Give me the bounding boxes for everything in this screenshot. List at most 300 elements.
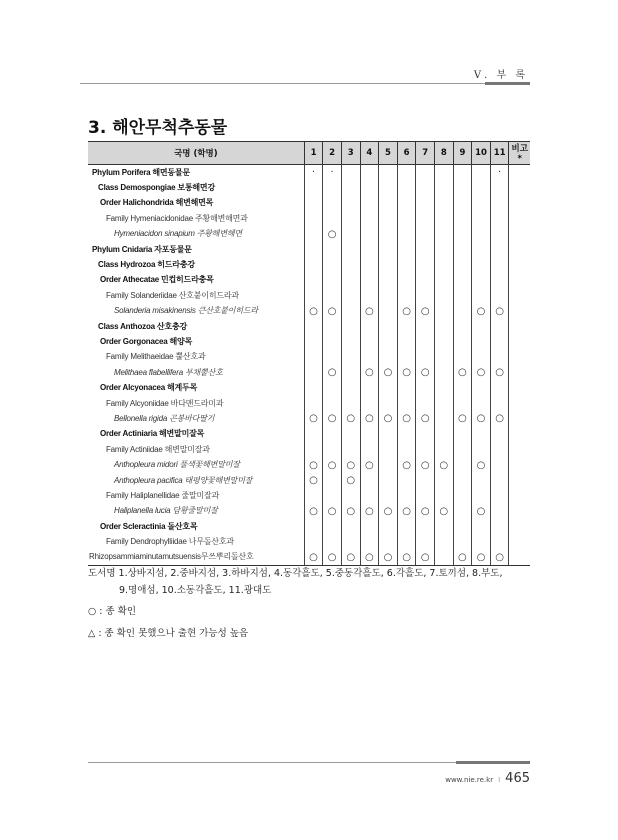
remarks-cell: [509, 380, 530, 395]
presence-mark: [304, 180, 323, 195]
presence-mark: [434, 242, 453, 257]
presence-mark: [472, 288, 491, 303]
presence-mark: [397, 427, 416, 442]
remarks-cell: [509, 411, 530, 426]
presence-mark: [472, 473, 491, 488]
presence-mark: [379, 273, 398, 288]
remarks-cell: [509, 350, 530, 365]
presence-mark: [304, 396, 323, 411]
presence-mark: [379, 227, 398, 242]
presence-mark: [434, 334, 453, 349]
remarks-cell: [509, 442, 530, 457]
presence-mark: ○: [341, 457, 360, 472]
presence-mark: [379, 288, 398, 303]
presence-mark: [416, 350, 435, 365]
presence-mark: [397, 319, 416, 334]
remarks-cell: [509, 457, 530, 472]
presence-mark: [397, 350, 416, 365]
presence-mark: ○: [472, 304, 491, 319]
taxon-name: Solanderia misakinensis 큰산호붙이히드라: [88, 304, 304, 319]
presence-mark: [341, 273, 360, 288]
presence-mark: [341, 180, 360, 195]
presence-mark: [416, 257, 435, 272]
page-title: 3. 해안무척추동물: [88, 118, 228, 138]
presence-mark: [341, 319, 360, 334]
presence-mark: [304, 211, 323, 226]
taxon-name: Family Alcyoniidae 바다맨드라미과: [88, 396, 304, 411]
presence-mark: [360, 180, 379, 195]
presence-mark: [360, 334, 379, 349]
presence-mark: [472, 396, 491, 411]
presence-mark: [434, 365, 453, 380]
presence-mark: [472, 242, 491, 257]
presence-mark: [397, 442, 416, 457]
presence-mark: ○: [379, 365, 398, 380]
presence-mark: [341, 350, 360, 365]
presence-mark: ○: [360, 304, 379, 319]
presence-mark: [416, 319, 435, 334]
presence-mark: [453, 488, 472, 503]
presence-mark: [379, 304, 398, 319]
presence-mark: ○: [304, 304, 323, 319]
presence-mark: [472, 519, 491, 534]
presence-mark: [453, 519, 472, 534]
presence-mark: [323, 288, 342, 303]
presence-mark: ○: [323, 504, 342, 519]
presence-mark: [379, 319, 398, 334]
presence-mark: [453, 242, 472, 257]
table-row: [88, 165, 530, 181]
remarks-cell: [509, 273, 530, 288]
table-row: [88, 350, 530, 365]
presence-mark: ○: [434, 457, 453, 472]
presence-mark: [490, 257, 509, 272]
presence-mark: [397, 488, 416, 503]
presence-mark: [323, 534, 342, 549]
presence-mark: [453, 473, 472, 488]
presence-mark: [379, 350, 398, 365]
presence-mark: [472, 196, 491, 211]
presence-mark: [490, 427, 509, 442]
presence-mark: [490, 504, 509, 519]
table-row: [88, 380, 530, 395]
taxon-name: Family Hymeniacidonidae 주황해변해면과: [88, 211, 304, 226]
presence-mark: [472, 211, 491, 226]
presence-mark: [434, 427, 453, 442]
presence-mark: ○: [379, 504, 398, 519]
presence-mark: [379, 534, 398, 549]
presence-mark: [397, 380, 416, 395]
presence-mark: [434, 473, 453, 488]
presence-mark: [472, 442, 491, 457]
presence-mark: [434, 488, 453, 503]
presence-mark: [341, 242, 360, 257]
presence-mark: ○: [304, 473, 323, 488]
presence-mark: [341, 427, 360, 442]
presence-mark: [323, 396, 342, 411]
presence-mark: [379, 165, 398, 181]
presence-mark: [472, 319, 491, 334]
presence-mark: ○: [341, 411, 360, 426]
remarks-cell: [509, 211, 530, 226]
presence-mark: [379, 427, 398, 442]
presence-mark: ○: [490, 550, 509, 566]
presence-mark: ○: [397, 304, 416, 319]
remarks-cell: [509, 504, 530, 519]
remarks-cell: [509, 334, 530, 349]
presence-mark: [490, 473, 509, 488]
presence-mark: [341, 196, 360, 211]
presence-mark: [397, 534, 416, 549]
presence-mark: [360, 165, 379, 181]
presence-mark: [434, 196, 453, 211]
taxon-name: Order Scleractinia 돌산호목: [88, 519, 304, 534]
presence-mark: [379, 242, 398, 257]
presence-mark: [379, 334, 398, 349]
presence-mark: [472, 534, 491, 549]
presence-mark: [453, 211, 472, 226]
remarks-cell: [509, 365, 530, 380]
presence-mark: [360, 242, 379, 257]
presence-mark: [341, 534, 360, 549]
presence-mark: [490, 319, 509, 334]
presence-mark: [323, 519, 342, 534]
species-table: [88, 141, 530, 566]
remarks-cell: [509, 427, 530, 442]
presence-mark: [434, 350, 453, 365]
header-rule-accent: [485, 82, 530, 85]
taxon-name: Phylum Porifera 해면동물문: [88, 165, 304, 181]
table-row: [88, 411, 530, 426]
presence-mark: [341, 442, 360, 457]
taxon-name: Order Athecatae 민컵히드라충목: [88, 273, 304, 288]
presence-mark: [397, 473, 416, 488]
presence-mark: ·: [490, 165, 509, 181]
presence-mark: [341, 304, 360, 319]
taxon-name: Family Solanderiidae 산호붙이히드라과: [88, 288, 304, 303]
presence-mark: [416, 165, 435, 181]
presence-mark: [360, 427, 379, 442]
presence-mark: [323, 273, 342, 288]
presence-mark: [434, 519, 453, 534]
presence-mark: [304, 227, 323, 242]
presence-mark: [453, 227, 472, 242]
presence-mark: [490, 288, 509, 303]
presence-mark: ○: [397, 365, 416, 380]
presence-mark: ○: [304, 504, 323, 519]
presence-mark: ○: [360, 550, 379, 566]
presence-mark: [416, 442, 435, 457]
presence-mark: [397, 211, 416, 226]
table-row: [88, 180, 530, 195]
presence-mark: [397, 242, 416, 257]
presence-mark: ○: [434, 504, 453, 519]
presence-mark: [397, 196, 416, 211]
table-row: [88, 304, 530, 319]
presence-mark: [323, 242, 342, 257]
taxon-name: Family Melithaeidae 뿔산호과: [88, 350, 304, 365]
presence-mark: [341, 488, 360, 503]
presence-mark: ○: [416, 411, 435, 426]
table-row: [88, 550, 530, 566]
table-row: [88, 334, 530, 349]
presence-mark: ○: [341, 473, 360, 488]
presence-mark: [360, 442, 379, 457]
presence-mark: [416, 180, 435, 195]
column-header-site: 11: [490, 142, 509, 165]
footer-url: www.nie.re.kr: [445, 776, 494, 784]
presence-mark: [360, 257, 379, 272]
remarks-cell: [509, 180, 530, 195]
remarks-cell: [509, 550, 530, 566]
presence-mark: [379, 442, 398, 457]
page-number: 465: [505, 771, 530, 786]
column-header-site: 10: [472, 142, 491, 165]
presence-mark: [323, 334, 342, 349]
island-legend-line-2: 9.명애섬, 10.소동각흘도, 11.광대도: [119, 585, 272, 596]
table-row: [88, 227, 530, 242]
presence-mark: [304, 334, 323, 349]
presence-mark: ○: [472, 550, 491, 566]
circle-legend: ○ : 종 확인: [88, 606, 137, 617]
taxon-name: Class Anthozoa 산호충강: [88, 319, 304, 334]
presence-mark: ○: [453, 411, 472, 426]
presence-mark: [416, 227, 435, 242]
remarks-cell: [509, 319, 530, 334]
taxon-name: Haliplanella lucia 담황줄말미잘: [88, 504, 304, 519]
presence-mark: ○: [323, 365, 342, 380]
presence-mark: [434, 257, 453, 272]
presence-mark: [434, 380, 453, 395]
remarks-cell: [509, 196, 530, 211]
presence-mark: ○: [304, 411, 323, 426]
table-row: [88, 365, 530, 380]
presence-mark: [323, 488, 342, 503]
presence-mark: [323, 211, 342, 226]
table-row: [88, 488, 530, 503]
presence-mark: ○: [397, 411, 416, 426]
presence-mark: ○: [472, 365, 491, 380]
presence-mark: [434, 180, 453, 195]
table-row: [88, 288, 530, 303]
presence-mark: [434, 211, 453, 226]
column-header-site: 3: [341, 142, 360, 165]
presence-mark: [304, 442, 323, 457]
presence-mark: [472, 350, 491, 365]
presence-mark: [379, 380, 398, 395]
presence-mark: [453, 442, 472, 457]
presence-mark: [360, 380, 379, 395]
presence-mark: [397, 396, 416, 411]
presence-mark: [453, 304, 472, 319]
presence-mark: [453, 396, 472, 411]
presence-mark: [490, 242, 509, 257]
presence-mark: ○: [360, 504, 379, 519]
column-header-site: 4: [360, 142, 379, 165]
remarks-cell: [509, 304, 530, 319]
table-row: [88, 427, 530, 442]
presence-mark: [453, 504, 472, 519]
presence-mark: ○: [304, 550, 323, 566]
presence-mark: [416, 273, 435, 288]
presence-mark: ○: [416, 504, 435, 519]
presence-mark: ○: [416, 457, 435, 472]
presence-mark: [360, 473, 379, 488]
presence-mark: [434, 288, 453, 303]
presence-mark: [323, 442, 342, 457]
taxon-name: Hymeniacidon sinapium 주황해변해면: [88, 227, 304, 242]
island-legend-line-1: 도서명 1.상바지섬, 2.중바지섬, 3.하바지섬, 4.동각흘도, 5.중동각흘도, 6.각흘도, 7.토끼섬, 8.부도,: [88, 568, 503, 579]
presence-mark: [304, 488, 323, 503]
column-header-site: 8: [434, 142, 453, 165]
presence-mark: ○: [397, 550, 416, 566]
table-row: [88, 242, 530, 257]
presence-mark: [341, 211, 360, 226]
presence-mark: [304, 519, 323, 534]
presence-mark: [416, 288, 435, 303]
presence-mark: [397, 257, 416, 272]
column-header-site: 7: [416, 142, 435, 165]
presence-mark: [304, 534, 323, 549]
presence-mark: ○: [397, 504, 416, 519]
presence-mark: [304, 365, 323, 380]
table-row: [88, 273, 530, 288]
presence-mark: ○: [490, 304, 509, 319]
taxon-name: Order Halichondrida 해변해면목: [88, 196, 304, 211]
presence-mark: [397, 519, 416, 534]
presence-mark: [490, 227, 509, 242]
presence-mark: [490, 396, 509, 411]
presence-mark: [304, 196, 323, 211]
table-row: [88, 319, 530, 334]
presence-mark: [323, 196, 342, 211]
presence-mark: [304, 273, 323, 288]
presence-mark: [472, 488, 491, 503]
presence-mark: [360, 196, 379, 211]
presence-mark: ○: [323, 411, 342, 426]
presence-mark: [323, 180, 342, 195]
presence-mark: [490, 180, 509, 195]
presence-mark: ○: [379, 411, 398, 426]
presence-mark: [416, 519, 435, 534]
table-row: [88, 211, 530, 226]
presence-mark: [416, 473, 435, 488]
table-row: [88, 504, 530, 519]
presence-mark: [453, 196, 472, 211]
presence-mark: [490, 211, 509, 226]
presence-mark: [472, 273, 491, 288]
presence-mark: [434, 396, 453, 411]
presence-mark: [490, 519, 509, 534]
presence-mark: ○: [323, 304, 342, 319]
presence-mark: [416, 380, 435, 395]
presence-mark: ·: [323, 165, 342, 181]
presence-mark: [379, 473, 398, 488]
presence-mark: [360, 227, 379, 242]
presence-mark: [453, 180, 472, 195]
column-header-site: 2: [323, 142, 342, 165]
presence-mark: [379, 396, 398, 411]
triangle-legend: △ : 종 확인 못했으나 출현 가능성 높음: [88, 628, 249, 639]
presence-mark: [490, 457, 509, 472]
presence-mark: [379, 257, 398, 272]
presence-mark: [341, 165, 360, 181]
presence-mark: [379, 519, 398, 534]
presence-mark: [323, 257, 342, 272]
presence-mark: ○: [472, 411, 491, 426]
presence-mark: [360, 488, 379, 503]
presence-mark: [397, 180, 416, 195]
presence-mark: [472, 165, 491, 181]
table-row: [88, 257, 530, 272]
taxon-name: Bellonella rigida 곤봉바다딸기: [88, 411, 304, 426]
presence-mark: [379, 457, 398, 472]
presence-mark: [472, 227, 491, 242]
presence-mark: [434, 273, 453, 288]
presence-mark: [472, 334, 491, 349]
taxon-name: Family Haliplanellidae 줄말미잘과: [88, 488, 304, 503]
presence-mark: [453, 534, 472, 549]
footer-separator: I: [498, 776, 501, 784]
presence-mark: [341, 257, 360, 272]
presence-mark: [341, 227, 360, 242]
presence-mark: [341, 396, 360, 411]
taxon-name: Order Alcyonacea 해계두목: [88, 380, 304, 395]
remarks-cell: [509, 165, 530, 181]
presence-mark: [341, 380, 360, 395]
presence-mark: [304, 257, 323, 272]
presence-mark: [472, 257, 491, 272]
presence-mark: ○: [360, 457, 379, 472]
remarks-cell: [509, 242, 530, 257]
presence-mark: [323, 473, 342, 488]
presence-mark: [304, 380, 323, 395]
remarks-cell: [509, 488, 530, 503]
presence-mark: [472, 427, 491, 442]
taxon-name: Phylum Cnidaria 자포동물문: [88, 242, 304, 257]
presence-mark: [416, 427, 435, 442]
presence-mark: [434, 319, 453, 334]
presence-mark: ○: [360, 365, 379, 380]
presence-mark: [453, 165, 472, 181]
presence-mark: [323, 427, 342, 442]
presence-mark: [490, 350, 509, 365]
taxon-name: Order Actiniaria 해변말미잘목: [88, 427, 304, 442]
presence-mark: [341, 288, 360, 303]
presence-mark: ○: [304, 457, 323, 472]
presence-mark: [472, 180, 491, 195]
table-row: [88, 534, 530, 549]
presence-mark: [490, 273, 509, 288]
presence-mark: [416, 488, 435, 503]
taxon-name: Rhizopsammiaminutamutsuensis무쓰뿌리돌산호: [88, 550, 304, 566]
presence-mark: [323, 319, 342, 334]
presence-mark: ○: [453, 365, 472, 380]
presence-mark: ○: [323, 457, 342, 472]
taxon-name: Order Gorgonacea 해양목: [88, 334, 304, 349]
table-row: [88, 442, 530, 457]
presence-mark: [341, 334, 360, 349]
presence-mark: [341, 519, 360, 534]
presence-mark: [360, 211, 379, 226]
taxon-name: Anthopleura pacifica 태평양꽃해변말미잘: [88, 473, 304, 488]
section-header: Ⅴ. 부 록: [473, 70, 528, 81]
column-header-site: 9: [453, 142, 472, 165]
presence-mark: ○: [472, 504, 491, 519]
presence-mark: ○: [341, 504, 360, 519]
presence-mark: [490, 380, 509, 395]
presence-mark: [453, 350, 472, 365]
